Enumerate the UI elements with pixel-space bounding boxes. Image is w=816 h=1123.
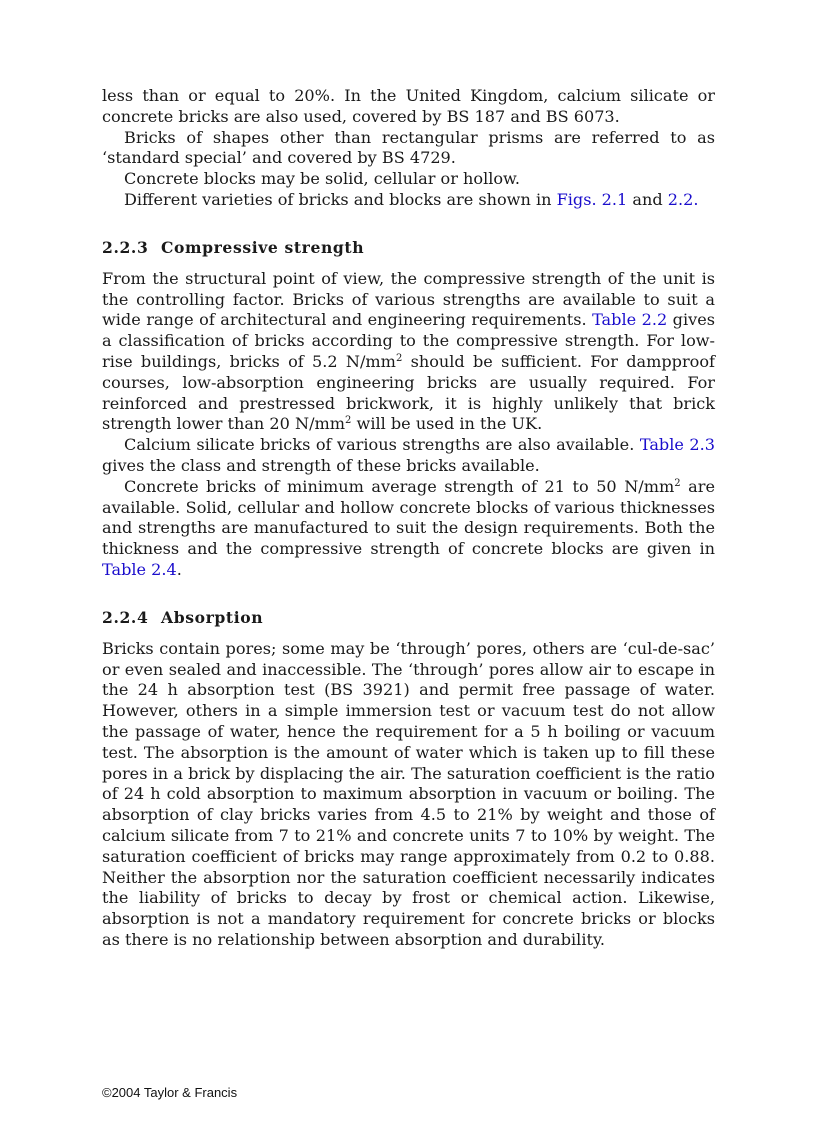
- table-2-2-link[interactable]: Table 2.2: [592, 310, 668, 330]
- intro-p4-and: and: [627, 189, 668, 209]
- compressive-p2-text: Calcium silicate bricks of various strengths are also available.: [124, 435, 640, 455]
- intro-paragraph-1: less than or equal to 20%. In the United Kingdom, calcium silicate or concrete bricks are also used, covered by BS 187 and BS 6073.: [102, 86, 715, 126]
- copyright-footer: ©2004 Taylor & Francis: [102, 1085, 238, 1100]
- table-2-4-link[interactable]: Table 2.4: [102, 559, 177, 579]
- absorption-paragraph: Bricks contain pores; some may be ‘through’ pores, others are ‘cul-de-sac’ or even sealed and inaccessible. The ‘through’ pores allow air to escape in the 24 h absorption test (BS 3921) and permit free passage of water. However, others in a simple immersion test or vacuum test do not allow the passage of water, hence the requirement for a 5 h boiling or vacuum test. The absorption is the amount of water which is taken up to fill these pores in a brick by displacing the air. The saturation coefficient is the ratio of 24 h cold absorption to maximum absorption in vacuum or boiling. The absorption of clay bricks varies from 4.5 to 21% by weight and those of calcium silicate from 7 to 21% and concrete units 7 to 10% by weight. The saturation coefficient of bricks may range approximately from 0.2 to 0.88. Neither the absorption nor the saturation coefficient necessarily indicates the liability of bricks to decay by frost or chemical action. Likewise, absorption is not a mandatory requirement for concrete bricks or blocks as there is no relationship between absorption and durability.: [102, 638, 715, 949]
- compressive-p1-text: From the structural point of view, the compressive strength of the unit is the controlling factor. Bricks of various strengths are available to suit a wide range of architectural and engineering requirements.: [102, 268, 715, 330]
- compressive-p3-text-3: .: [176, 559, 182, 579]
- page-body: [102, 86, 715, 951]
- compressive-paragraph-2: [102, 435, 715, 477]
- compressive-paragraph-3: [102, 477, 715, 581]
- compressive-p1-text-4: will be used in the UK.: [351, 414, 543, 434]
- fig-2-2-link[interactable]: 2.2.: [667, 189, 699, 209]
- intro-paragraph-4: [102, 190, 715, 211]
- compressive-p3-text-2: are available. Solid, cellular and hollow concrete blocks of various thicknesses and strengths are manufactured to suit the design requirements. Both the thickness and the compressive strength of concrete blocks are given in: [102, 476, 715, 559]
- intro-p4-text: Different varieties of bricks and blocks are shown in: [124, 189, 557, 209]
- figs-2-1-link[interactable]: Figs. 2.1: [556, 189, 628, 209]
- compressive-p1-text-3: should be sufficient. For dampproof courses, low-absorption engineering bricks are usually required. For reinforced and prestressed brickwork, it is highly unlikely that brick strength lower than 20 N/mm: [102, 351, 715, 434]
- superscript: 2: [345, 415, 352, 427]
- section-number: 2.2.3: [102, 237, 149, 257]
- intro-paragraph-2: Bricks of shapes other than rectangular prisms are referred to as ‘standard special’ and covered by BS 4729.: [102, 127, 715, 168]
- table-2-3-link[interactable]: Table 2.3: [639, 435, 715, 455]
- section-number: 2.2.4: [102, 607, 149, 627]
- superscript: 2: [395, 352, 403, 364]
- compressive-paragraph-1: [102, 269, 715, 435]
- compressive-p1-text-2: gives a classification of bricks according to the compressive strength. For low-rise buildings, bricks of 5.2 N/mm: [102, 310, 715, 371]
- section-heading-2-2-4: [102, 608, 715, 628]
- section-heading-2-2-3: [102, 238, 715, 258]
- section-title: Compressive strength: [161, 237, 365, 257]
- section-title: Absorption: [161, 607, 264, 627]
- superscript: 2: [674, 477, 681, 489]
- compressive-p2-text-2: gives the class and strength of these bricks available.: [102, 455, 540, 475]
- compressive-p3-text: Concrete bricks of minimum average strength of 21 to 50 N/mm: [124, 476, 675, 496]
- intro-paragraph-3: Concrete blocks may be solid, cellular or hollow.: [124, 169, 521, 189]
